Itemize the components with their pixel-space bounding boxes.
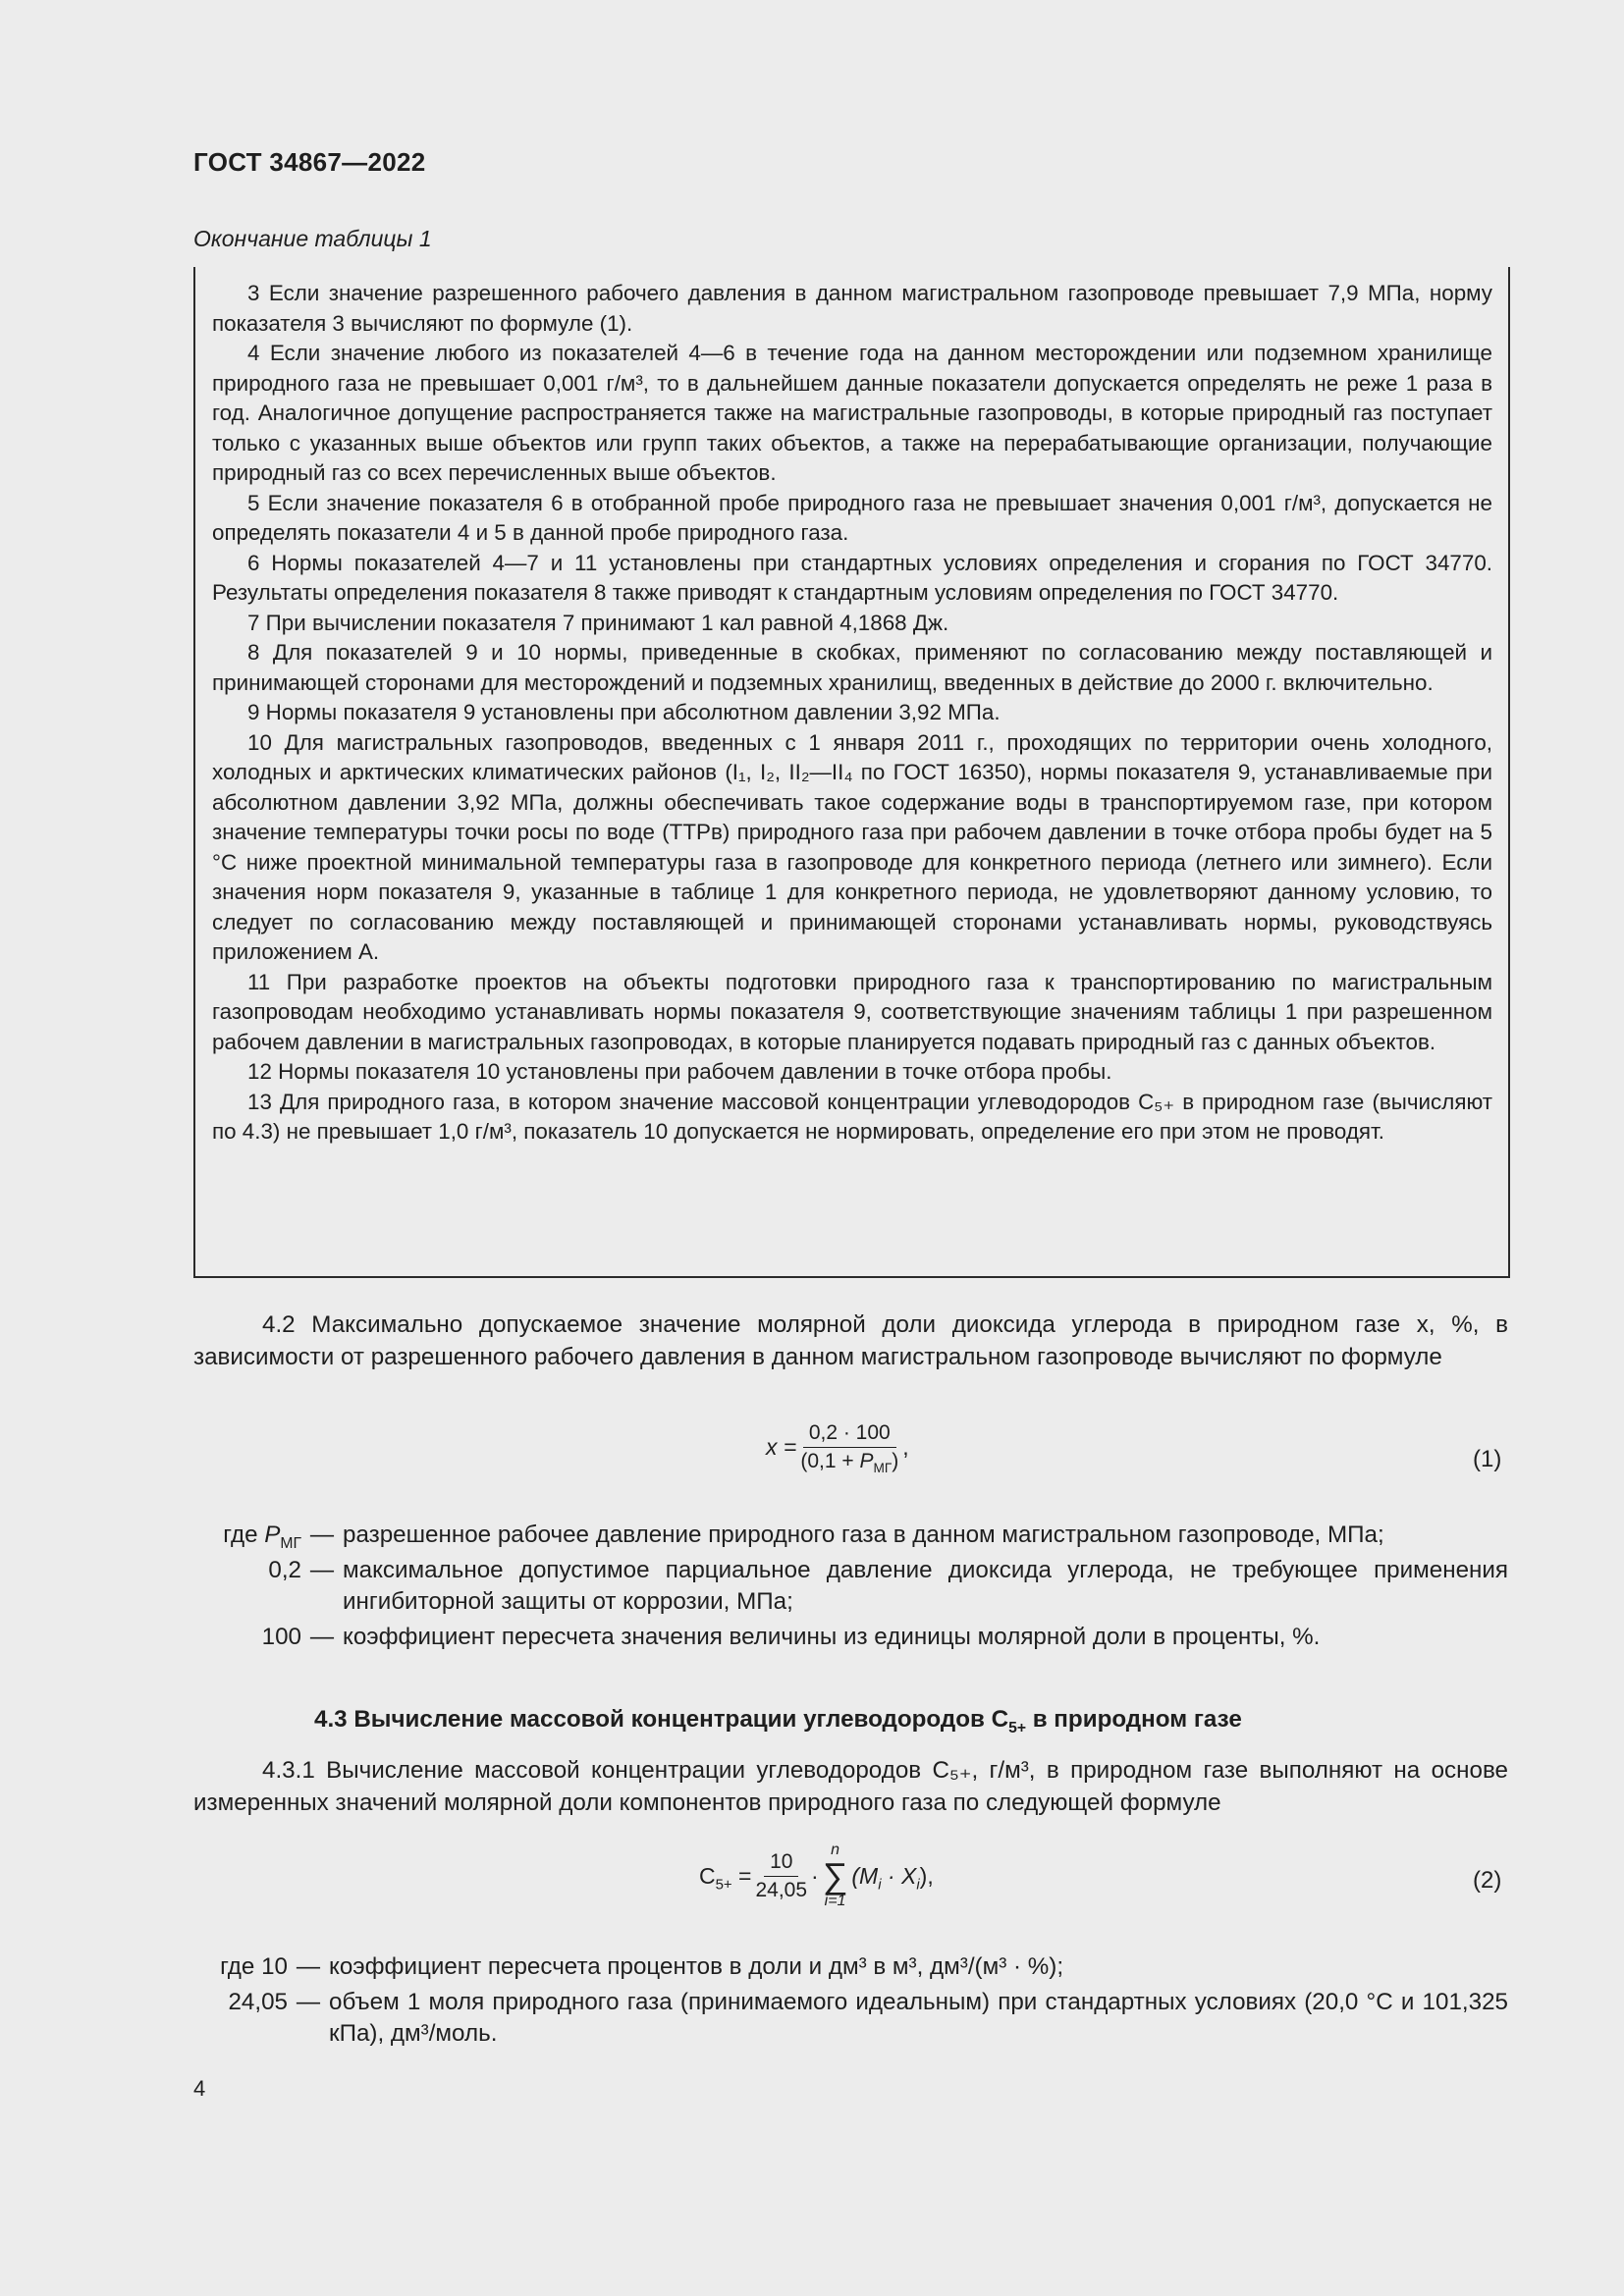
note-9: 9 Нормы показателя 9 установлены при абсолютном давлении 3,92 МПа.: [247, 700, 1001, 724]
note-10: 10 Для магистральных газопроводов, введенных с 1 января 2011 г., проходящих по территории очень холодного, холодных и арктических климатических районов (I₁, I₂, II₂—II₄ по ГОСТ 16350), нормы показателя 9, устанавливаемые при абсолютном давлении 3,92 МПа, должны обеспечивать такое содержание воды в транспортируемом газе, при котором значение температуры точки росы по воде (ТТРв) природного газа при рабочем давлении в точке отбора пробы будет на 5 °С ниже проектной минимальной температуры газа в газопроводе для конкретного периода (летнего или зимнего). Если значения норм показателя 9, указанные в таблице 1 для конкретного периода, не удовлетворяют данному условию, то следует по согласованию между поставляющей и принимающей сторонами устанавливать нормы, руководствуясь приложением А.: [212, 729, 1492, 964]
paragraph-4-3-1: 4.3.1 Вычисление массовой концентрации углеводородов C₅₊, г/м³, в природном газе выполняют на основе измеренных значений молярной доли компонентов природного газа по следующей формуле: [193, 1757, 1508, 1816]
note-3: 3 Если значение разрешенного рабочего давления в данном магистральном газопроводе превышает 7,9 МПа, норму показателя 3 вычисляют по формуле (1).: [212, 281, 1492, 336]
formula-1-lhs: x =: [766, 1434, 797, 1460]
formula-2-numerator: 10: [764, 1850, 798, 1877]
where-dash: —: [309, 1623, 335, 1650]
where-1-description: разрешенное рабочее давление природного газа в данном магистральном газопроводе, МПа;: [343, 1522, 1384, 1548]
note-8: 8 Для показателей 9 и 10 нормы, приведенные в скобках, применяют по согласованию между поставляющей и принимающей сторонами для месторождений и подземных хранилищ, введенных в действие до 2000 г. включительно.: [212, 640, 1492, 695]
where-dash: —: [296, 1953, 321, 1980]
formula-2-fraction: [755, 1850, 807, 1902]
where-dash: —: [296, 1988, 321, 2015]
where-1-symbol: 100: [261, 1623, 301, 1650]
formula-2-sum-sigma: ∑: [822, 1855, 848, 1896]
formula-2-body-sub1: i: [878, 1876, 882, 1894]
formula-1-denominator: [800, 1448, 899, 1476]
where-1-var: P: [264, 1522, 281, 1548]
where-1-item: [193, 1555, 1508, 1619]
where-2-symbol: где 10: [220, 1953, 288, 1980]
formula-2-eq: =: [731, 1862, 752, 1889]
where-2-symbol: 24,05: [228, 1988, 288, 2015]
formula-1-fraction: [800, 1421, 899, 1476]
formula-1-den-open: (0,1 +: [800, 1450, 860, 1472]
where-1-description: коэффициент пересчета значения величины из единицы молярной доли в проценты, %.: [343, 1623, 1321, 1650]
formula-2-body-x: · X: [881, 1862, 917, 1889]
formula-2-body-m: (M: [851, 1862, 879, 1889]
page-number: 4: [193, 2076, 206, 2101]
table-continuation-caption: Окончание таблицы 1: [193, 226, 432, 251]
section-4-3-heading-sub: 5+: [1008, 1719, 1026, 1736]
formula-2-body-sub2: i: [916, 1876, 920, 1894]
document-header: ГОСТ 34867—2022: [193, 147, 426, 177]
note-6: 6 Нормы показателей 4—7 и 11 установлены при стандартных условиях определения и сгорания по ГОСТ 34770. Результаты определения показателя 8 также приводят к стандартным условиям определения по ГОСТ 34770.: [212, 550, 1492, 605]
where-1-symbol: [193, 1520, 301, 1552]
section-4-3-heading-post: в природном газе: [1026, 1706, 1242, 1733]
formula-1-tail: ,: [902, 1434, 909, 1460]
where-2-item: [193, 1987, 1508, 2051]
formula-2-sum-top: n: [831, 1842, 839, 1858]
note-12: 12 Нормы показателя 10 установлены при рабочем давлении в точке отбора пробы.: [247, 1059, 1112, 1084]
where-dash: —: [309, 1522, 335, 1548]
where-1-sub: МГ: [280, 1534, 301, 1552]
formula-1-number: (1): [1473, 1446, 1502, 1472]
note-5: 5 Если значение показателя 6 в отобранной пробе природного газа не превышает значения 0,001 г/м³, допускается не определять показатели 4 и 5 в данной пробе природного газа.: [212, 490, 1492, 545]
paragraph-4-2: 4.2 Максимально допускаемое значение молярной доли диоксида углерода в природном газе x, %, в зависимости от разрешенного рабочего давления в данном магистральном газопроводе вычисляют по формуле: [193, 1311, 1508, 1370]
formula-2-body-close: ),: [919, 1862, 934, 1889]
where-1-symbol: 0,2: [268, 1556, 301, 1583]
table-notes-box: [193, 267, 1510, 1278]
formula-1-numerator: 0,2 · 100: [803, 1421, 896, 1448]
section-4-3-heading: [314, 1706, 1242, 1734]
note-13: 13 Для природного газа, в котором значение массовой концентрации углеводородов C₅₊ в природном газе (вычисляют по 4.3) не превышает 1,0 г/м³, показатель 10 допускается не нормировать, определение его при этом не проводят.: [212, 1089, 1492, 1144]
formula-1-den-sub: МГ: [873, 1461, 893, 1476]
formula-2-number: (2): [1473, 1867, 1502, 1894]
where-1-item: [193, 1622, 1508, 1654]
where-dash: —: [309, 1556, 335, 1583]
where-list-2: [193, 1951, 1508, 2051]
formula-2-dot: ·: [811, 1862, 819, 1889]
where-2-item: [193, 1951, 1508, 1984]
where-1-item: [193, 1520, 1508, 1552]
note-7: 7 При вычислении показателя 7 принимают 1 кал равной 4,1868 Дж.: [247, 610, 949, 635]
formula-1: [766, 1421, 909, 1476]
section-4-3-heading-pre: 4.3 Вычисление массовой концентрации углеводородов C: [314, 1706, 1009, 1733]
formula-2-lhs: [699, 1862, 752, 1894]
formula-2-body: [851, 1862, 934, 1894]
where-2-description: коэффициент пересчета процентов в доли и дм³ в м³, дм³/(м³ · %);: [329, 1953, 1064, 1980]
formula-2-denominator: 24,05: [755, 1878, 808, 1901]
formula-2-lhs-sub: 5+: [715, 1876, 732, 1894]
where-list-1: [193, 1520, 1508, 1653]
where-2-description: объем 1 моля природного газа (принимаемого идеальным) при стандартных условиях (20,0 °С и 101,325 кПа), дм³/моль.: [329, 1988, 1508, 2047]
formula-2: [699, 1842, 934, 1910]
formula-2-sum: [823, 1842, 848, 1910]
formula-2-sum-bottom: i=1: [824, 1893, 846, 1909]
formula-1-den-close: ): [892, 1450, 899, 1472]
where-1-prefix: где: [223, 1522, 265, 1548]
formula-1-den-var: P: [859, 1450, 874, 1472]
formula-2-lhs-c: C: [699, 1862, 716, 1889]
where-1-description: максимальное допустимое парциальное давление диоксида углерода, не требующее применения ингибиторной защиты от коррозии, МПа;: [343, 1556, 1508, 1615]
note-4: 4 Если значение любого из показателей 4—6 в течение года на данном месторождении или подземном хранилище природного газа не превышает 0,001 г/м³, то в дальнейшем данные показатели допускается определять не реже 1 раза в год. Аналогичное допущение распространяется также на магистральные газопроводы, в которые природный газ поступает только с указанных выше объектов или групп таких объектов, а также на перерабатывающие организации, получающие природный газ со всех перечисленных выше объектов.: [212, 341, 1492, 485]
note-11: 11 При разработке проектов на объекты подготовки природного газа к транспортированию по магистральным газопроводам необходимо устанавливать нормы показателя 9, соответствующие значениям таблицы 1 при разрешенном рабочем давлении в магистральных газопроводах, в которые планируется подавать природный газ с данных объектов.: [212, 969, 1492, 1054]
